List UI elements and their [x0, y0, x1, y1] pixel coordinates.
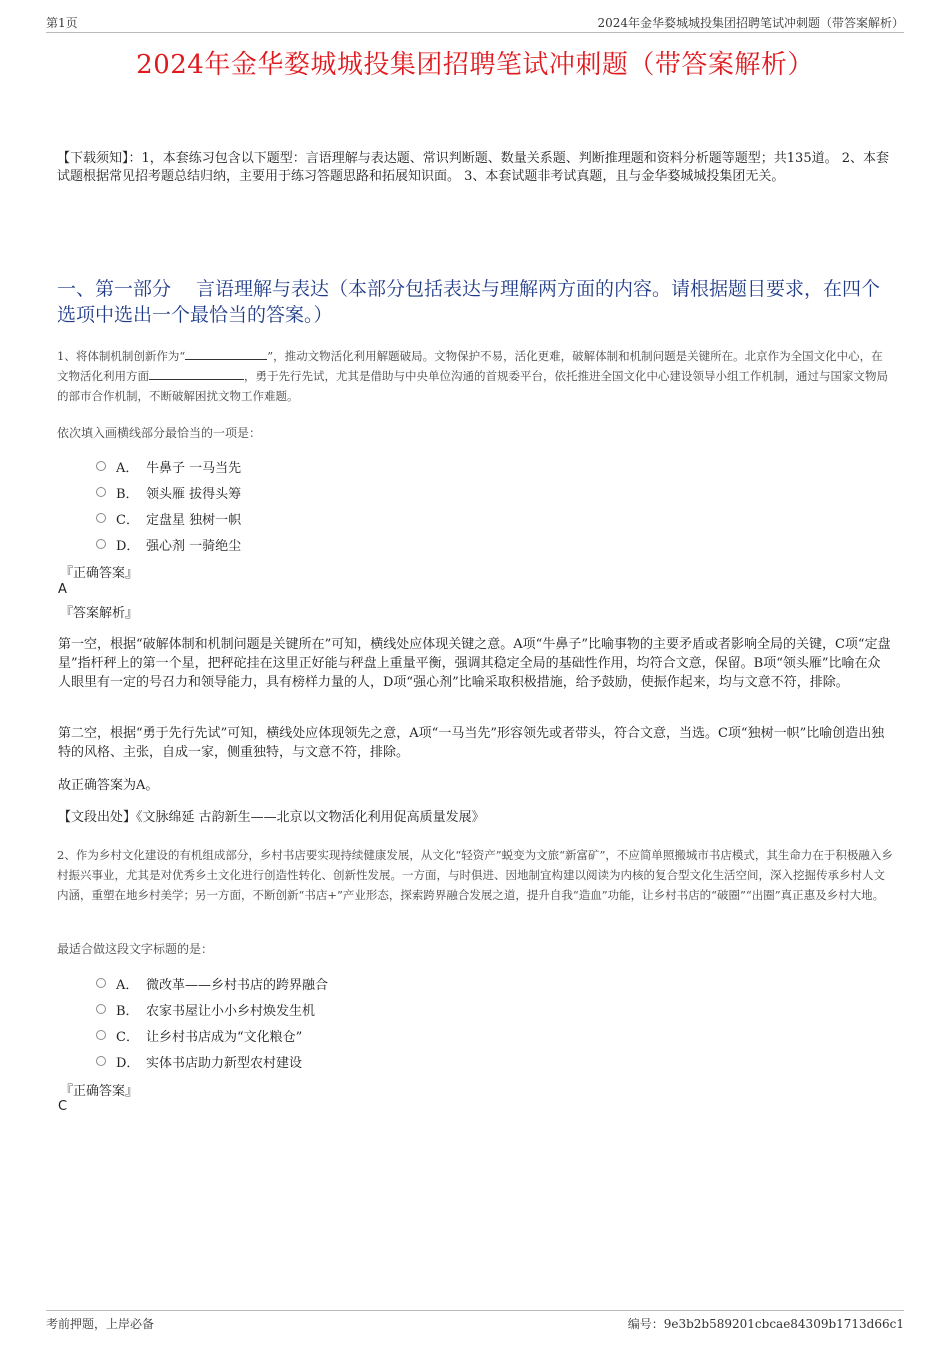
- radio-button[interactable]: [96, 978, 106, 988]
- option-d[interactable]: D． 强心剂 一骑绝尘: [96, 531, 241, 557]
- radio-button[interactable]: [96, 487, 106, 497]
- answer-label: 『正确答案』: [60, 1084, 139, 1099]
- question-1-prompt: 依次填入画横线部分最恰当的一项是：: [57, 426, 262, 440]
- page-title: 2024年金华婺城城投集团招聘笔试冲刺题（带答案解析）: [136, 50, 814, 80]
- analysis-paragraph-1: 第一空，根据“破解体制和机制问题是关键所在”可知，横线处应体现关键之意。A项“牛鼻子”比喻事物的主要矛盾或者影响全局的关键，C项“定盘星”指杆秤上的第一个星，把秤砣挂在这里正好能与秤盘上重量平衡，强调其稳定全局的基础性作用，均符合文意，保留。B项“领头雁”比喻在众人眼里有一定的号召力和领导能力，具有榜样力量的人，D项“强心剂”比喻采取积极措施，给予鼓励，使振作起来，均与文意不符，排除。: [58, 637, 891, 690]
- analysis-conclusion: 故正确答案为A。: [58, 778, 159, 793]
- option-b[interactable]: B． 农家书屋让小小乡村焕发生机: [96, 996, 328, 1022]
- page-number: 第1页: [46, 16, 78, 30]
- radio-button[interactable]: [96, 539, 106, 549]
- answer-value: A: [58, 582, 67, 597]
- question-2-text: 2、作为乡村文化建设的有机组成部分，乡村书店要实现持续健康发展，从文化“轻资产”蜕变为文旅“新富矿”，不应简单照搬城市书店模式，其生命力在于积极融入乡村振兴事业，尤其是对优秀乡土文化进行创造性转化、创新性发展。一方面，与时俱进、因地制宜构建以阅读为内核的复合型文化生活空间，深入挖掘传承乡村人文内涵，重塑在地乡村美学；另一方面，不断创新“书店+”产业形态，探索跨界融合发展之道，提升自我“造血”功能，让乡村书店的“破圈”“出圈”真正惠及乡村大地。: [57, 848, 893, 902]
- blank-2: [149, 367, 244, 380]
- blank-1: [185, 347, 267, 360]
- footer-slogan: 考前押题，上岸必备: [46, 1317, 155, 1331]
- option-a[interactable]: A． 牛鼻子 一马当先: [96, 453, 241, 479]
- option-c[interactable]: C． 让乡村书店成为“文化粮仓”: [96, 1022, 328, 1048]
- option-c[interactable]: C． 定盘星 独树一帜: [96, 505, 241, 531]
- page-header: [46, 12, 904, 33]
- option-a[interactable]: A． 微改革——乡村书店的跨界融合: [96, 970, 328, 996]
- header-doc-title: 2024年金华婺城城投集团招聘笔试冲刺题（带答案解析）: [597, 16, 904, 30]
- question-2-options: [96, 970, 328, 1074]
- radio-button[interactable]: [96, 513, 106, 523]
- option-b[interactable]: B． 领头雁 拔得头筹: [96, 479, 241, 505]
- question-1-options: [96, 453, 241, 557]
- analysis-label: 『答案解析』: [60, 606, 139, 621]
- page-footer: [46, 1310, 904, 1335]
- download-notice: 【下载须知】：1，本套练习包含以下题型：言语理解与表达题、常识判断题、数量关系题、判断推理题和资料分析题等题型；共135道。 2、本套试题根据常见招考题总结归纳，主要用于练习答题思路和拓展知识面。 3、本套试题非考试真题，且与金华婺城城投集团无关。: [57, 151, 889, 184]
- answer-label: 『正确答案』: [60, 566, 139, 581]
- radio-button[interactable]: [96, 1056, 106, 1066]
- document-id: 编号：9e3b2b589201cbcae84309b1713d66c1: [627, 1317, 904, 1331]
- radio-button[interactable]: [96, 461, 106, 471]
- question-1-text: 1、将体制机制创新作为“ ”，推动文物活化利用解题破局。文物保护不易，活化更难，破解体制和机制问题是关键所在。北京作为全国文化中心，在文物活化利用方面 ，勇于先行先试，尤其是借助与中央单位沟通的首规委平台，依托推进全国文化中心建设领导小组工作机制，通过与国家文物局的部市合作机制，不断破解困扰文物工作难题。: [57, 349, 888, 403]
- text-source: 【文段出处】《文脉绵延 古韵新生——北京以文物活化利用促高质量发展》: [58, 810, 485, 825]
- section-title: 一、第一部分 言语理解与表达（本部分包括表达与理解两方面的内容。请根据题目要求，在四个选项中选出一个最恰当的答案。）: [57, 278, 881, 326]
- question-2-prompt: 最适合做这段文字标题的是：: [57, 942, 214, 956]
- analysis-paragraph-2: 第二空，根据“勇于先行先试”可知，横线处应体现领先之意，A项“一马当先”形容领先或者带头，符合文意，当选。C项“独树一帜”比喻创造出独特的风格、主张，自成一家，侧重独特，与文意不符，排除。: [58, 726, 885, 760]
- answer-value: C: [58, 1099, 68, 1114]
- radio-button[interactable]: [96, 1030, 106, 1040]
- option-d[interactable]: D． 实体书店助力新型农村建设: [96, 1048, 328, 1074]
- radio-button[interactable]: [96, 1004, 106, 1014]
